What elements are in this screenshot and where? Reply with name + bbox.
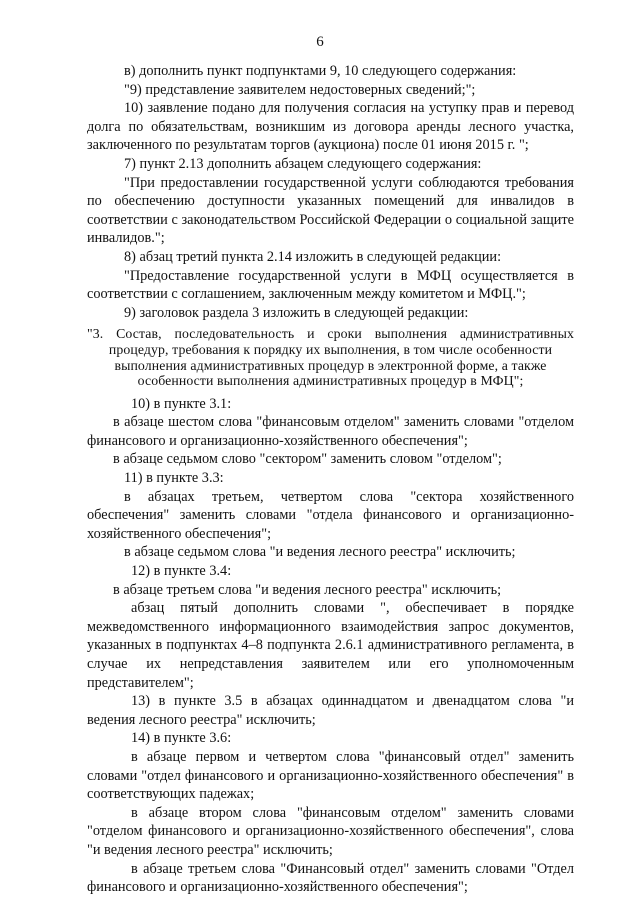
paragraph: "Предоставление государственной услуги в МФЦ осуществляется в соответствии с соглашением, заключенным между комитетом и МФЦ."; [87,267,574,303]
section-heading [87,326,574,388]
paragraph: "9) представление заявителем недостоверных сведений;"; [124,81,476,98]
paragraph: в абзаце втором слова "финансовым отделом" заменить словами "отделом финансового и организационно-хозяйственного обеспечения", слова "и ведения лесного реестра" исключить; [87,804,574,858]
paragraph: в абзаце седьмом слова "и ведения лесного реестра" исключить; [124,544,516,561]
document-body [87,62,574,897]
paragraph: в абзаце первом и четвертом слова "финансовый отдел" заменить словами "отдел финансового и организационно-хозяйственного обеспечения" в соответствующих падежах; [87,748,574,803]
paragraph: в абзаце третьем слова "Финансовый отдел" заменить словами "Отдел финансового и организационно-хозяйственного обеспечения"; [87,860,574,896]
paragraph: в абзаце третьем слова "и ведения лесного реестра" исключить; [113,581,502,598]
section-heading-line1: "3. Состав, последовательность и сроки выполнения административных [87,326,574,342]
paragraph: 10) заявление подано для получения согласия на уступку прав и перевод долга по обязательствам, возникшим из договора аренды лесного участка, заключенного по результатам торгов (аукциона) после 01 июня 2015 г. "; [87,100,574,154]
paragraph: абзац пятый дополнить словами ", обеспечивает в порядке межведомственного информационного взаимодействия запрос документов, указанных в подпунктах 4–8 подпункта 2.6.1 административного регламента, в случае их непредставления заявителем или его уполномоченным представителем"; [87,600,574,691]
paragraph: в) дополнить пункт подпунктами 9, 10 следующего содержания: [124,63,517,79]
paragraph: 7) пункт 2.13 дополнить абзацем следующего содержания: [124,155,482,172]
paragraph: в абзацах третьем, четвертом слова "сектора хозяйственного обеспечения" заменить словами "отдела финансового и организационно-хозяйственного обеспечения"; [87,488,574,542]
paragraph: 10) в пункте 3.1: [131,395,232,412]
paragraph: в абзаце седьмом слово "сектором" заменить словом "отделом"; [113,451,502,468]
page-number: 6 [316,34,324,50]
paragraph: 14) в пункте 3.6: [131,730,232,747]
paragraph: 8) абзац третий пункта 2.14 изложить в следующей редакции: [124,248,502,265]
paragraph: в абзаце шестом слова "финансовым отделом" заменить словами "отделом финансового и организационно-хозяйственного обеспечения"; [87,414,574,449]
section-heading-rest: процедур, требования к порядку их выполнения, в том числе особенности выполнения административных процедур в электронной форме, а также особенности выполнения административных процедур в МФЦ"; [108,341,553,389]
paragraph: 11) в пункте 3.3: [124,470,224,487]
paragraph: 9) заголовок раздела 3 изложить в следующей редакции: [124,304,469,321]
paragraph: "При предоставлении государственной услуги соблюдаются требования по обеспечению доступности указанных помещений для инвалидов в соответствии с законодательством Российской Федерации о социальной защите инвалидов."; [87,174,574,247]
paragraph: 12) в пункте 3.4: [131,563,232,580]
paragraph: 13) в пункте 3.5 в абзацах одиннадцатом и двенадцатом слова "и ведения лесного реестра" исключить; [87,693,574,728]
